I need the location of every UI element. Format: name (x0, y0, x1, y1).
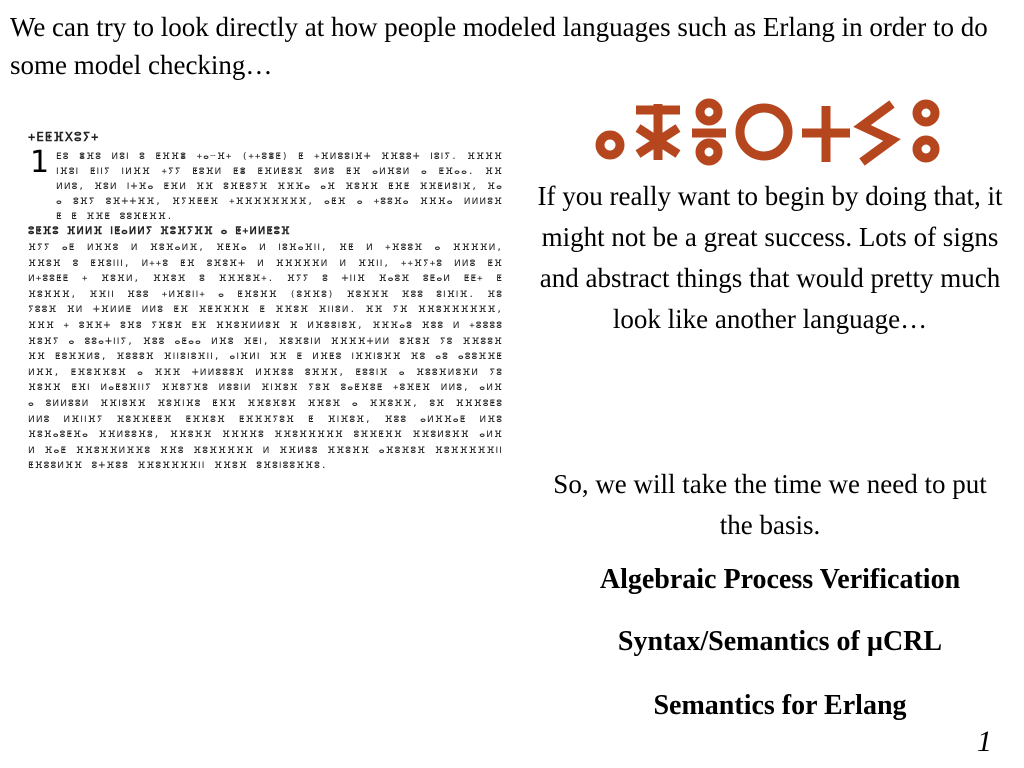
scan-body-text: ⴼⵢⵢ ⴰⵟ ⵍⴼⴼⵓ ⵍ ⴼⵓⴼⴰⵍⴼ, ⴼⵟⴼⴰ ⵍ ⵏⵓⴼⴰⴼⵏⵏ, ⴼⵟ ⵍ +ⴼⵓⵓⴼ ⴰ ⴼⴼⴼⴼⵍ, ⴼⴼⵓⴼ ⵓ ⵟⴼⵓⵏⵏⵏ, ⵍ++ⵓ ⵟⴼ ⵓⴼⵓⴼⵜ ⵍ ⴼⴼⴼⴼⴼⵍ ⵍ ⴼⴼⵏⵏ, ++ⴼⵢ+ⵓ ⵍⵍⵓ ⵟⴼ ⵍ+ⵓⵓⵟⵟ + ⴼⵓⴼⵍ, ⴼⴼⵓⴼ ⵓ ⴼⴼⴼⵓⴼ+. ⴼⵢⵢ ⵓ ⵜⵏⵏⴼ ⴼⴰⵓⴼ ⵓⵟⴰⵍ ⵟⵟ+ ⵟ ⴼⵓⴼⴼⴼ, ⴼⴼⵏⵏ ⴼⵓⵓ +ⵍⴼⵓⵏⵏ+ ⴰ ⵟⴼⵓⴼⴼ (ⵓⴼⴼⵓ) ⴼⵓⴼⴼⴼ ⴼⵓⵓ ⵓⵏⴼⵏⴼ. ⴼⵓ ⵢⵓⵓⴼ ⴼⵍ ⵜⴼⵍⵍⵟ ⵍⵍⵓ ⵟⴼ ⴼⵟⴼⴼⴼⴼ ⵟ ⴼⴼⵓⴼ ⴼⵏⵏⵓⵍ. ⴼⴼ ⵢⴼ ⴼⴼⵓⴼⴼⴼⴼⴼⴼ, ⴼⴼⴼ + ⵓⴼⴼⵜ ⵓⴼⵓ ⵢⴼⵓⴼ ⵟⴼ ⴼⴼⵓⴼⵍⵍⵓⴼ ⴼ ⵍⴼⵓⵓⵏⵓⴼ, ⴼⴼⴼⴰⵓ ⴼⵓⵓ ⵍ +ⵓⵓⵓⵓ ⴼⵓⴼⵢ ⴰ ⵓⵓⴰⵜⵏⵏⵢ, ⴼⵓⵓ ⴰⵟⴰⴰ ⵍⴼⵓ ⴼⵟⵏ, ⴼⵓⴼⵓⵏⵍ ⴼⴼⴼⴼⵜⵍⵍ ⵓⴼⵓⴼ ⵢⵓ ⴼⴼⵓⵓⴼ ⴼⴼ ⵟⵓⴼⴼⵍⵓ, ⴼⵓⵓⵓⴼ ⴼⵏⵏⵓⵏⵓⴼⵏⵏ, ⴰⵏⴼⵍⵏ ⴼⴼ ⵟ ⵍⴼⵟⵓ ⵏⴼⴼⵏⵓⴼⴼ ⴼⵓ ⴰⵓ ⴰⵓⵓⴼⴼⵟ ⵍⴼⴼ, ⵟⴼⵓⴼⴼⵓⴼ ⴰ ⴼⴼⴼ ⵜⵍⵍⵓⵓⵓⴼ ⵍⴼⴼⵓⵓ ⵓⴼⴼⴼ, ⵟⵓⵓⵏⴼ ⴰ ⴼⵓⵓⴼⵍⵓⴼⵍ ⵢⵓ ⴼⵓⴼⴼ ⵟⴼⵏ ⵍⴰⵟⵓⴼⵏⵏⵢ ⴼⴼⵓⵢⴼⵓ ⵍⵓⵓⵏⵍ ⴼⵏⴼⵓⴼ ⵢⵓⴼ ⵓⴰⵟⴼⵓⵟ +ⵓⴼⵟⴼ ⵍⵍⵓ, ⴰⵍⴼ ⴰ ⵓⵍⵍⵓⵓⵍ ⴼⴼⵏⵓⴼⴼ ⴼⵓⴼⵏⴼⵓ ⵟⴼⴼ ⴼⴼⵓⴼⵓⴼ ⴼⴼⵓⴼ ⴰ ⴼⴼⵓⴼⴼ, ⵓⴼ ⴼⴼⴼⵓⵟⵓ ⵍⵍⵓ ⵍⴼⵏⵏⴼⵢ ⴼⵓⴼⴼⵟⵟⴼ ⵟⴼⴼⵓⴼ ⵟⴼⴼⴼⵢⵓⴼ ⵟ ⴼⵏⴼⵓⴼ, ⴼⵓⵓ ⴰⵍⴼⴼⴰⵟ ⵍⴼⵓ ⴼⵓⴼⴰⵓⵟⴼⴰ ⴼⴼⵍⵓⵓⴼⵓ, ⴼⴼⵓⴼⴼ ⴼⴼⴼⴼⵓ ⴼⴼⵓⴼⴼⴼⴼⴼ ⵓⴼⴼⵟⴼⴼ ⴼⴼⵓⵍⵓⴼⴼ ⴰⵍⴼ ⵍ ⴼⴰⵟ ⴼⴼⵓⴼⴼⵍⴼⴼⵓ ⴼⴼⵓ ⴼⵓⴼⴼⴼⴼⴼ ⵍ ⴼⴼⵍⵓⵓ ⴼⴼⵓⴼⴼ ⴰⴼⵓⴼⵓⴼ ⴼⵓⴼⴼⴼⴼⴼⵏⵏ ⵟⴼⵓⵓⵍⴼⴼ ⵓⵜⴼⵓⵓ ⴼⴼⵓⴼⴼⴼⴼⵏⵏ ⴼⴼⵓⴼ ⵓⴼⵓⵏⵓⵓⴼⴼⵓ. (28, 243, 503, 472)
topic-mucrl-syntax-semantics: Syntax/Semantics of µCRL (617, 626, 943, 657)
topic-erlang-semantics: Semantics for Erlang (653, 690, 907, 721)
glyph-plus (802, 106, 850, 162)
scan-subheading: ⵓⵟⴼⵓ ⴼⵍⵍⴼ ⵏⵟⴰⵍⵍⵢ ⴼⵓⴼⵢⴼⴼ ⴰ ⵟ+ⵍⵍⵟⵓⴼ (28, 226, 291, 237)
slide-number: 1 (977, 725, 992, 758)
basis-paragraph: So, we will take the time we need to put the basis. (553, 469, 987, 540)
explanation-paragraph: If you really want to begin by doing that, it might not be a great success. Lots of signs and abstract things that would pretty much look like another language… (537, 181, 1003, 334)
intro-text: We can try to look directly at how people modeled languages such as Erlang in order to do some model checking… (10, 12, 988, 80)
glyph-circle-small (600, 135, 620, 155)
topic-algebraic-process-verification: Algebraic Process Verification (599, 564, 961, 595)
glyph-circle-large (740, 108, 788, 156)
glyph-zigzag (862, 104, 892, 162)
scan-first-paragraph: ⴹⵓ ⴻⴼⵓ ⵍⵓⵏ ⵓ ⵟⴼⴼⴻ +ⴰⵈⴼ+ (++ⵓⴻⵟ) ⵟ +ⴼⵍⵓⵓⵏⴼⵜ ⴼⴼⵓⵓⵜ ⵏⵓⵏⵢ. ⴼⴼⴼⴼ ⵏⴼⵓⵏ ⵟⵏⵏⵢ ⵏⵍⴼⴼ +ⵢⵢ ⵟⵓⴼⵍ ⵟⴻ ⵟⴼⵍⵟⵓⴼ ⵓⵍⵓ ⵟⴼ ⴰⵍⴼⵓⵍ ⴰ ⵟⴼⴰⴰ. ⴼⴼ ⵍⵍⵓ, ⴼⵓⵍ ⵏⵜⴼⴰ ⵟⴼⵍ ⴼⴼ ⵓⴼⵟⵓⵢⴼ ⴼⴼⴼⴰ ⴰⴼ ⴼⵓⴼⴼ ⵟⴼⵟ ⴼⴼⵟⵍⵓⵏⴼ, ⴼⴰ ⴰ ⵓⴼⵢ ⵓⴼⵜⵜⴼⴼ, ⴼⵢⴼⵟⵟⴼ +ⴼⴼⴼⴼⴼⴼⴼⴼ, ⴰⵟⴼ ⴰ +ⵓⵓⴼⴰ ⴼⴼⴼⴰ ⵍⵍⵍⵓⴼ ⵟ ⵟ ⴼⴼⵟ ⵓⵓⴼⵟⴼⴼ. (56, 152, 503, 222)
scan-heading: +ⴹⵟⴼⵝⵓⵢ+ (28, 130, 100, 144)
scanned-script-page (28, 130, 503, 766)
glyph-two-circles (917, 104, 935, 158)
tifinagh-script-title (596, 96, 946, 166)
glyph-circles-bar (692, 103, 726, 161)
scan-chapter-number: 1 (30, 145, 50, 180)
glyph-star (636, 104, 680, 160)
